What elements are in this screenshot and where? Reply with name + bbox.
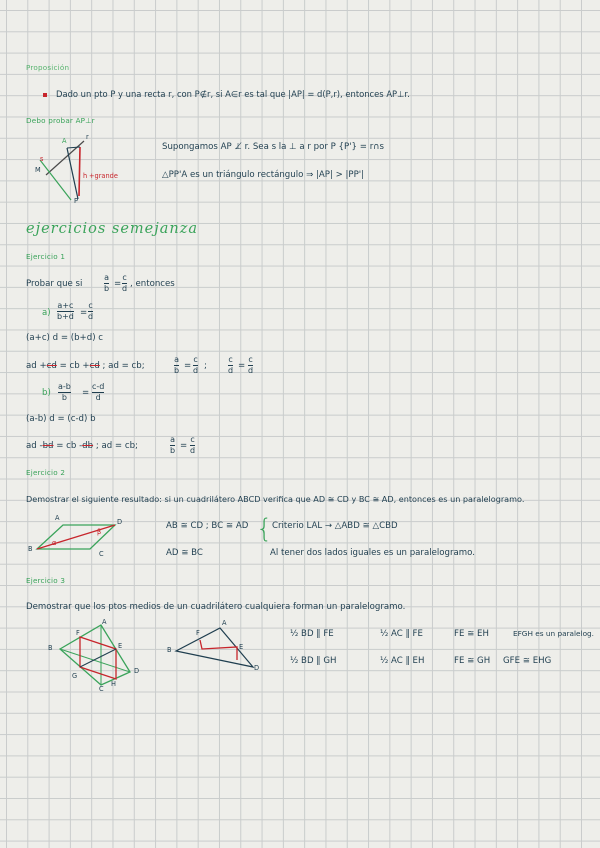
ex2-fig-d: D bbox=[117, 518, 123, 526]
fig-label-p: P bbox=[74, 197, 78, 205]
ex1-statement-a: Probar que si bbox=[26, 279, 83, 289]
ex1-heading: Ejercicio 1 bbox=[26, 252, 66, 261]
ex2-fig-beta: β bbox=[97, 528, 102, 536]
fig-label-m: M bbox=[35, 166, 41, 174]
part-a-r4: c d bbox=[248, 355, 254, 375]
ex3-fig1-a: A bbox=[102, 618, 107, 626]
semicolon: ; bbox=[204, 361, 207, 371]
ex3-eq-r1-c4: EFGH es un paralelog. bbox=[513, 629, 594, 638]
ex3-fig1-b: B bbox=[48, 644, 53, 652]
ex2-fig-b: B bbox=[28, 545, 33, 553]
ex3-fig1-h: H bbox=[111, 680, 116, 688]
ex2-fig-alpha: α bbox=[52, 539, 57, 547]
ex3-fig1-f: F bbox=[76, 629, 80, 637]
part-b-rhs: c-d d bbox=[92, 382, 105, 402]
ex2-statement: Demostrar el siguiente resultado: si un cuadrilátero ABCD verifica que AD ≅ CD y BC ≅ AD, entonces es un paralelogramo. bbox=[26, 494, 525, 504]
part-b-label: b) bbox=[42, 388, 51, 398]
ex2-conclusion: Al tener dos lados iguales es un paralelogramo. bbox=[270, 548, 476, 558]
part-b-line2: (a-b) d = (c-d) b bbox=[26, 414, 96, 424]
ex3-fig1-c: C bbox=[99, 685, 104, 693]
ex3-eq-r2-c2: ½ AC ‖ EH bbox=[380, 656, 425, 666]
ex3-fig2-a: A bbox=[222, 619, 227, 627]
ex2-heading: Ejercicio 2 bbox=[26, 468, 66, 477]
ex3-fig1-g: G bbox=[72, 672, 78, 680]
part-a-r3: c d bbox=[228, 355, 234, 375]
proposition-heading: Proposición bbox=[26, 63, 70, 72]
ex3-eq-r2-c1: ½ BD ‖ GH bbox=[290, 656, 337, 666]
part-a-r1: a b bbox=[174, 355, 180, 375]
ex3-eq-r2-c4: GFE ≅ EHG bbox=[503, 656, 552, 666]
proposition-statement: Dado un pto P y una recta r, con P∉r, si A∈r es tal que |AP| = d(P,r), entonces AP⊥r. bbox=[56, 89, 410, 99]
fig-note: +grande bbox=[89, 172, 118, 180]
ex3-statement: Demostrar que los ptos medios de un cuadrilátero cualquiera forman un paralelogramo. bbox=[26, 602, 406, 612]
part-a-label: a) bbox=[42, 308, 51, 318]
brace-icon: { bbox=[256, 514, 273, 544]
ex3-eq-r1-c3: FE ≅ EH bbox=[454, 629, 489, 639]
part-a-line2: (a+c) d = (b+d) c bbox=[26, 333, 104, 343]
ex3-fig2-e: E bbox=[239, 643, 244, 651]
part-a-lhs: a+c b+d bbox=[57, 301, 74, 321]
part-a-line3: ad +cd = cb +cd ; ad = cb; bbox=[26, 361, 145, 371]
ex3-eq-r2-c3: FE ≅ GH bbox=[454, 656, 491, 666]
to-prove-text: Debo probar AP⊥r bbox=[26, 116, 95, 125]
equals-sign: = bbox=[184, 361, 192, 371]
part-a-r2: c d bbox=[193, 355, 199, 375]
ex1-fraction-c-d: c d bbox=[122, 273, 128, 293]
part-b-lhs: a-b b bbox=[58, 382, 71, 402]
fig-label-h: h bbox=[83, 172, 88, 180]
ex1-statement-b: , entonces bbox=[130, 279, 175, 289]
suppose-line: Supongamos AP ⊥̸ r. Sea s la ⊥ a r por P {P'} = r∩s bbox=[162, 142, 384, 152]
ex3-fig2-b: B bbox=[167, 646, 172, 654]
fig-label-s: s bbox=[40, 155, 44, 163]
section-title: ejercicios semejanza bbox=[26, 221, 199, 237]
equals-sign: = bbox=[180, 441, 188, 451]
ex3-fig2-f: F bbox=[196, 629, 200, 637]
ex3-fig2-d: D bbox=[254, 664, 260, 672]
equals-sign: = bbox=[82, 388, 90, 398]
ex2-criterion: Criterio LAL → △ABD ≅ △CBD bbox=[272, 521, 398, 531]
equals-sign: = bbox=[114, 279, 122, 289]
ex3-eq-r1-c2: ½ AC ‖ FE bbox=[380, 629, 423, 639]
ex3-eq-r1-c1: ½ BD ‖ FE bbox=[290, 629, 334, 639]
equals-sign: = bbox=[238, 361, 246, 371]
triangle-line: △PP'A es un triángulo rectángulo ⇒ |AP| > |PP'| bbox=[162, 170, 365, 180]
ex2-fig-a: A bbox=[55, 514, 60, 522]
ex1-fraction-a-b: a b bbox=[104, 273, 110, 293]
ex2-eq1: AB ≅ CD ; BC ≅ AD bbox=[166, 521, 249, 531]
part-b-r2: c d bbox=[190, 435, 196, 455]
fig-label-r: r bbox=[86, 133, 89, 141]
equals-sign: = bbox=[80, 308, 88, 318]
part-b-line3: ad -bd = cb -db ; ad = cb; bbox=[26, 441, 138, 451]
ex3-heading: Ejercicio 3 bbox=[26, 576, 66, 585]
part-b-r1: a b bbox=[170, 435, 176, 455]
fig-label-a: A bbox=[62, 137, 67, 145]
ex3-fig1-d: D bbox=[134, 667, 140, 675]
part-a-rhs: c d bbox=[88, 301, 94, 321]
ex2-eq2: AD ≅ BC bbox=[166, 548, 203, 558]
ex2-fig-c: C bbox=[99, 550, 104, 558]
ex3-fig1-e: E bbox=[118, 642, 123, 650]
